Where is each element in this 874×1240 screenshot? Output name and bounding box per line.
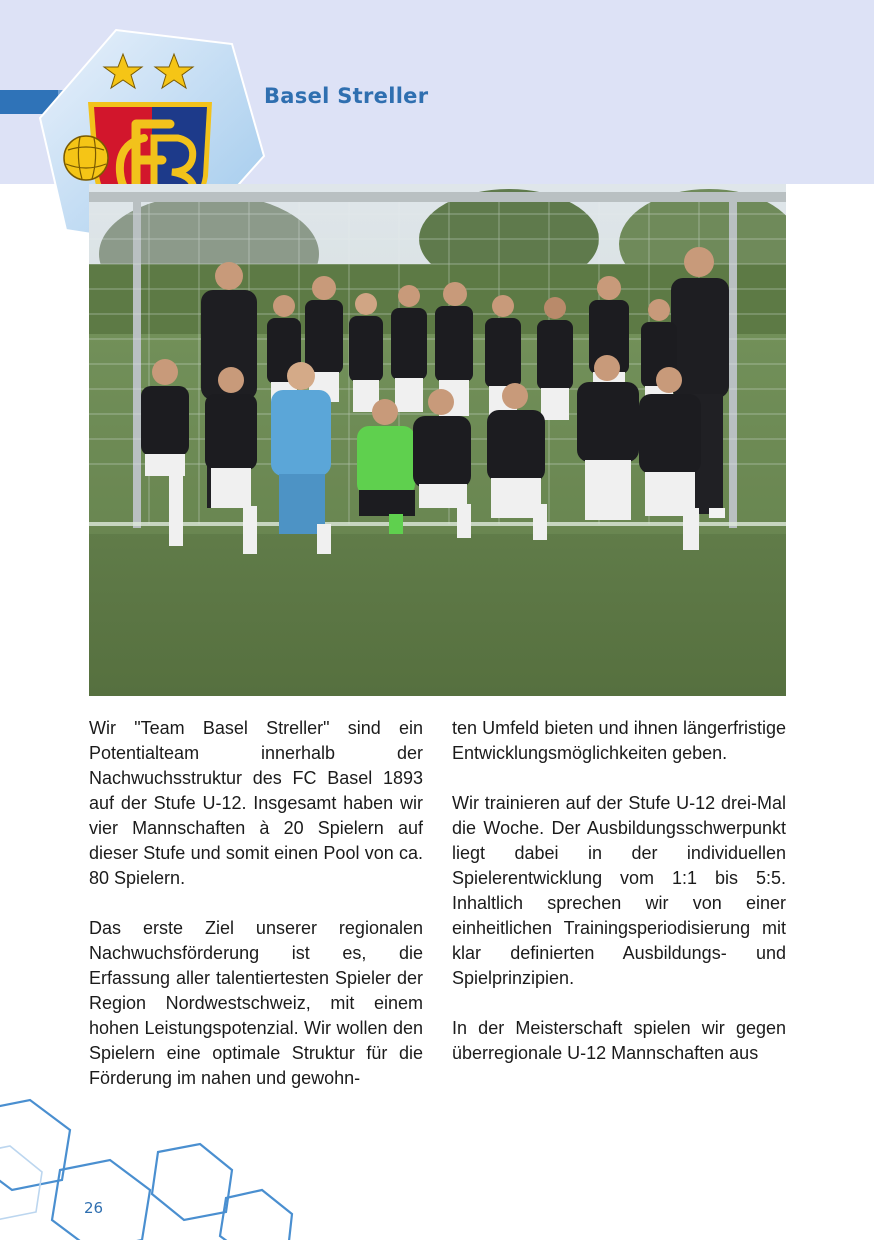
body-paragraph: Wir trainieren auf der Stufe U-12 drei-Mal die Woche. Der Ausbildungsschwerpunkt liegt dabei in der individuellen Spielerentwicklung vom 1:1 bis 5:5. Inhaltlich sprechen wir von einer einheitlichen Trainingsperiodisierung mit klar definierten Ausbildungs- und Spielprinzipien.	[452, 793, 786, 988]
body-column-right	[452, 716, 786, 1091]
page-title: Basel Streller	[264, 84, 429, 108]
body-paragraph: In der Meisterschaft spielen wir gegen überregionale U-12 Mannschaften aus	[452, 1018, 786, 1063]
team-photo	[89, 184, 786, 696]
hexagon-pattern-icon	[0, 1090, 310, 1240]
body-paragraph: ten Umfeld bieten und ihnen längerfristige Entwicklungsmöglichkeiten geben.	[452, 718, 786, 763]
page-number: 26	[84, 1199, 104, 1217]
body-paragraph: Wir "Team Basel Streller" sind ein Potentialteam innerhalb der Nachwuchsstruktur des FC Basel 1893 auf der Stufe U-12. Insgesamt haben wir vier Mannschaften à 20 Spielern auf dieser Stufe und somit einen Pool von ca. 80 Spielern.	[89, 718, 423, 888]
football-icon	[64, 136, 108, 180]
body-column-left	[89, 716, 423, 1116]
body-paragraph: Das erste Ziel unserer regionalen Nachwuchsförderung ist es, die Erfassung aller talentiertesten Spieler der Region Nordwestschweiz, mit einem hohen Leistungspotenzial. Wir wollen den Spielern eine optimale Struktur für die Förderung im nahen und gewohn-	[89, 918, 423, 1088]
